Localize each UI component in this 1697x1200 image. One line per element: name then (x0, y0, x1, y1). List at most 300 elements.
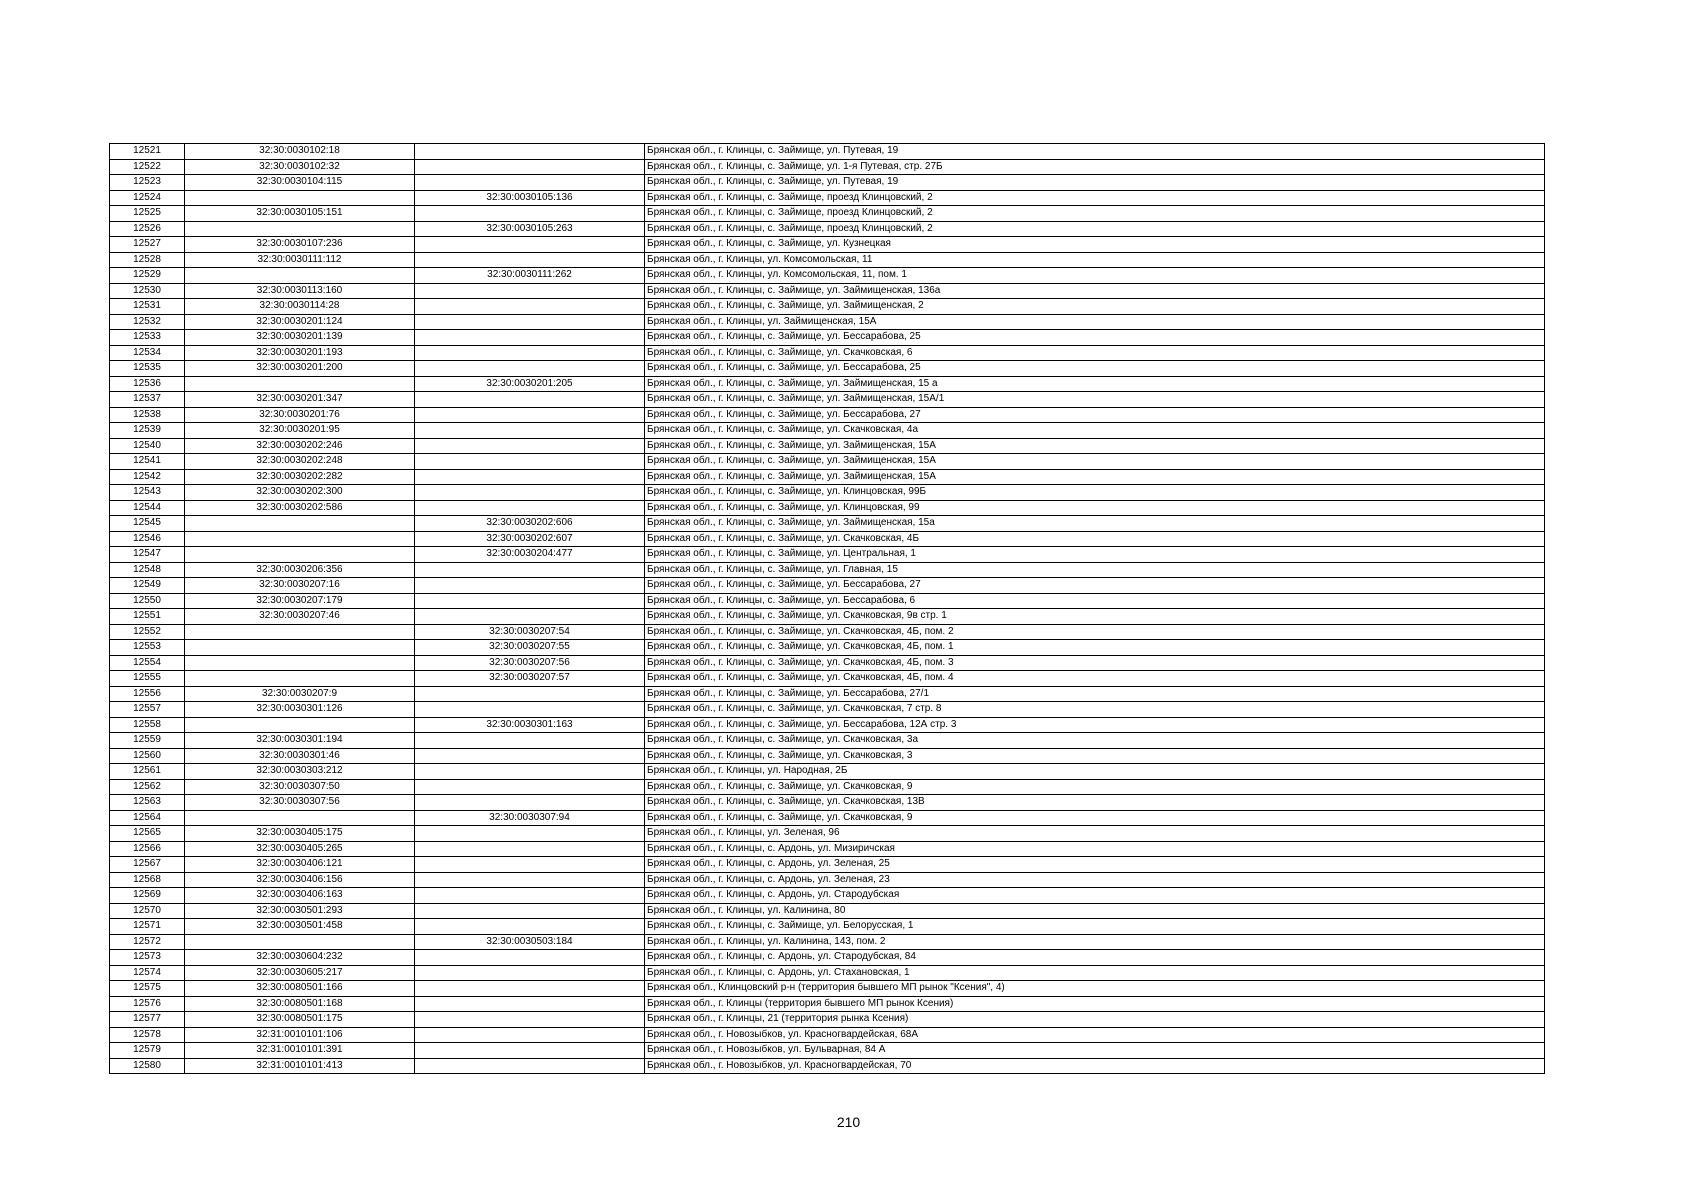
cadastral-number-cell: 32:31:0010101:391 (185, 1043, 415, 1059)
address-cell: Брянская обл., г. Клинцы, ул. Займищенская, 15А (645, 314, 1545, 330)
cadastral-number-cell: 32:30:0030201:76 (185, 407, 415, 423)
cadastral-number-secondary-cell (415, 206, 645, 222)
address-cell: Брянская обл., г. Клинцы, с. Займище, ул. Скачковская, 4Б, пом. 4 (645, 671, 1545, 687)
address-cell: Брянская обл., г. Клинцы, с. Займище, ул. Скачковская, 3а (645, 733, 1545, 749)
cadastral-number-cell (185, 717, 415, 733)
address-cell: Брянская обл., г. Клинцы, с. Займище, ул. Скачковская, 9 (645, 779, 1545, 795)
address-cell: Брянская обл., г. Клинцы, с. Займище, ул. Путевая, 19 (645, 144, 1545, 160)
row-number-cell: 12569 (110, 888, 185, 904)
address-cell: Брянская обл., г. Клинцы, ул. Комсомольская, 11 (645, 252, 1545, 268)
address-cell: Брянская обл., г. Клинцы, с. Займище, ул. Займищенская, 15А (645, 438, 1545, 454)
cadastral-number-cell: 32:30:0030201:200 (185, 361, 415, 377)
address-cell: Брянская обл., г. Клинцы, с. Ардонь, ул. Стародубская, 84 (645, 950, 1545, 966)
cadastral-number-cell (185, 376, 415, 392)
cadastral-number-cell (185, 268, 415, 284)
cadastral-number-secondary-cell (415, 159, 645, 175)
row-number-cell: 12521 (110, 144, 185, 160)
cadastral-number-cell: 32:30:0030405:265 (185, 841, 415, 857)
table-row (110, 206, 1545, 222)
cadastral-number-cell: 32:30:0030202:246 (185, 438, 415, 454)
cadastral-number-secondary-cell (415, 950, 645, 966)
cadastral-number-secondary-cell (415, 237, 645, 253)
address-cell: Брянская обл., г. Клинцы, ул. Калинина, 80 (645, 903, 1545, 919)
address-cell: Брянская обл., г. Клинцы, с. Займище, ул. Займищенская, 2 (645, 299, 1545, 315)
address-cell: Брянская обл., г. Клинцы (территория бывшего МП рынок Ксения) (645, 996, 1545, 1012)
address-cell: Брянская обл., г. Клинцы, с. Займище, ул. Бессарабова, 25 (645, 361, 1545, 377)
table-row (110, 1043, 1545, 1059)
table-row (110, 175, 1545, 191)
table-row (110, 795, 1545, 811)
cadastral-number-secondary-cell (415, 438, 645, 454)
cadastral-number-cell: 32:30:0030303:212 (185, 764, 415, 780)
table-row (110, 934, 1545, 950)
cadastral-number-secondary-cell: 32:30:0030307:94 (415, 810, 645, 826)
cadastral-number-cell: 32:30:0030104:115 (185, 175, 415, 191)
table-row (110, 376, 1545, 392)
cadastral-number-secondary-cell (415, 593, 645, 609)
table-row (110, 438, 1545, 454)
cadastral-number-cell: 32:30:0030107:236 (185, 237, 415, 253)
table-row (110, 454, 1545, 470)
address-cell: Брянская обл., г. Клинцы, с. Займище, ул. Бессарабова, 27 (645, 407, 1545, 423)
table-row (110, 702, 1545, 718)
cadastral-number-cell: 32:30:0030102:18 (185, 144, 415, 160)
cadastral-number-secondary-cell (415, 485, 645, 501)
table-row (110, 221, 1545, 237)
row-number-cell: 12575 (110, 981, 185, 997)
row-number-cell: 12554 (110, 655, 185, 671)
cadastral-number-cell: 32:30:0030207:16 (185, 578, 415, 594)
cadastral-number-cell: 32:30:0030207:46 (185, 609, 415, 625)
row-number-cell: 12524 (110, 190, 185, 206)
row-number-cell: 12543 (110, 485, 185, 501)
cadastral-number-secondary-cell (415, 1012, 645, 1028)
table-row (110, 686, 1545, 702)
row-number-cell: 12535 (110, 361, 185, 377)
cadastral-number-secondary-cell (415, 826, 645, 842)
row-number-cell: 12540 (110, 438, 185, 454)
cadastral-number-cell (185, 655, 415, 671)
table-row (110, 748, 1545, 764)
row-number-cell: 12547 (110, 547, 185, 563)
cadastral-number-secondary-cell (415, 423, 645, 439)
cadastral-number-secondary-cell (415, 562, 645, 578)
address-cell: Брянская обл., г. Клинцы, с. Займище, ул. Бессарабова, 6 (645, 593, 1545, 609)
table-row (110, 144, 1545, 160)
table-row (110, 423, 1545, 439)
cadastral-number-secondary-cell (415, 283, 645, 299)
cadastral-number-cell (185, 810, 415, 826)
table-row (110, 919, 1545, 935)
table-row (110, 609, 1545, 625)
cadastral-number-cell: 32:30:0030501:293 (185, 903, 415, 919)
address-cell: Брянская обл., г. Клинцы, с. Займище, ул. Займищенская, 15А (645, 454, 1545, 470)
address-cell: Брянская обл., г. Клинцы, с. Займище, ул. Скачковская, 6 (645, 345, 1545, 361)
address-cell: Брянская обл., г. Клинцы, с. Займище, ул. Кузнецкая (645, 237, 1545, 253)
cadastral-number-secondary-cell: 32:30:0030204:477 (415, 547, 645, 563)
table-row (110, 578, 1545, 594)
row-number-cell: 12537 (110, 392, 185, 408)
cadastral-number-secondary-cell (415, 857, 645, 873)
cadastral-number-cell: 32:30:0030114:28 (185, 299, 415, 315)
row-number-cell: 12579 (110, 1043, 185, 1059)
cadastral-number-cell: 32:30:0030105:151 (185, 206, 415, 222)
cadastral-number-secondary-cell (415, 733, 645, 749)
table-row (110, 981, 1545, 997)
address-cell: Брянская обл., г. Клинцы, с. Займище, ул. Центральная, 1 (645, 547, 1545, 563)
address-cell: Брянская обл., г. Клинцы, с. Займище, ул. Бессарабова, 27/1 (645, 686, 1545, 702)
cadastral-number-secondary-cell: 32:30:0030207:56 (415, 655, 645, 671)
cadastral-number-secondary-cell (415, 175, 645, 191)
table-row (110, 888, 1545, 904)
cadastral-number-cell: 32:30:0030301:194 (185, 733, 415, 749)
table-row (110, 500, 1545, 516)
cadastral-number-secondary-cell: 32:30:0030207:57 (415, 671, 645, 687)
cadastral-number-cell: 32:31:0010101:106 (185, 1027, 415, 1043)
row-number-cell: 12556 (110, 686, 185, 702)
page-number: 210 (836, 1114, 861, 1130)
cadastral-number-cell: 32:30:0030201:95 (185, 423, 415, 439)
cadastral-number-secondary-cell (415, 903, 645, 919)
cadastral-number-cell: 32:30:0030201:193 (185, 345, 415, 361)
cadastral-number-secondary-cell (415, 500, 645, 516)
table-row (110, 159, 1545, 175)
address-cell: Брянская обл., г. Клинцы, с. Займище, ул. Скачковская, 13В (645, 795, 1545, 811)
cadastral-number-secondary-cell (415, 981, 645, 997)
row-number-cell: 12544 (110, 500, 185, 516)
cadastral-number-cell: 32:30:0080501:168 (185, 996, 415, 1012)
cadastral-number-secondary-cell (415, 299, 645, 315)
row-number-cell: 12546 (110, 531, 185, 547)
table-row (110, 531, 1545, 547)
row-number-cell: 12561 (110, 764, 185, 780)
cadastral-number-cell: 32:30:0030113:160 (185, 283, 415, 299)
cadastral-number-cell: 32:30:0030201:347 (185, 392, 415, 408)
cadastral-number-cell: 32:30:0030207:179 (185, 593, 415, 609)
row-number-cell: 12545 (110, 516, 185, 532)
row-number-cell: 12576 (110, 996, 185, 1012)
table-row (110, 485, 1545, 501)
address-cell: Брянская обл., г. Клинцы, с. Займище, ул. Скачковская, 3 (645, 748, 1545, 764)
address-cell: Брянская обл., г. Новозыбков, ул. Красногвардейская, 68А (645, 1027, 1545, 1043)
row-number-cell: 12566 (110, 841, 185, 857)
cadastral-number-secondary-cell (415, 361, 645, 377)
row-number-cell: 12541 (110, 454, 185, 470)
address-cell: Брянская обл., г. Клинцы, с. Займище, ул. Главная, 15 (645, 562, 1545, 578)
address-cell: Брянская обл., г. Клинцы, с. Займище, ул. Бессарабова, 27 (645, 578, 1545, 594)
address-cell: Брянская обл., г. Клинцы, с. Займище, ул. Скачковская, 9 (645, 810, 1545, 826)
table-row (110, 779, 1545, 795)
cadastral-number-secondary-cell: 32:30:0030111:262 (415, 268, 645, 284)
cadastral-number-cell: 32:30:0030301:126 (185, 702, 415, 718)
table-row (110, 733, 1545, 749)
cadastral-number-secondary-cell (415, 779, 645, 795)
address-cell: Брянская обл., г. Клинцы, ул. Калинина, 143, пом. 2 (645, 934, 1545, 950)
cadastral-number-cell: 32:30:0030605:217 (185, 965, 415, 981)
cadastral-number-secondary-cell (415, 872, 645, 888)
table-row (110, 314, 1545, 330)
table-row (110, 857, 1545, 873)
table-row (110, 640, 1545, 656)
table-row (110, 361, 1545, 377)
cadastral-number-secondary-cell (415, 748, 645, 764)
cadastral-number-secondary-cell (415, 1043, 645, 1059)
address-cell: Брянская обл., г. Новозыбков, ул. Красногвардейская, 70 (645, 1058, 1545, 1074)
cadastral-number-secondary-cell (415, 996, 645, 1012)
row-number-cell: 12551 (110, 609, 185, 625)
cadastral-number-cell: 32:30:0030406:121 (185, 857, 415, 873)
cadastral-number-secondary-cell: 32:30:0030201:205 (415, 376, 645, 392)
cadastral-number-secondary-cell (415, 392, 645, 408)
cadastral-number-cell (185, 640, 415, 656)
table-row (110, 764, 1545, 780)
cadastral-number-cell (185, 516, 415, 532)
row-number-cell: 12528 (110, 252, 185, 268)
cadastral-number-cell: 32:30:0030202:586 (185, 500, 415, 516)
table-row (110, 469, 1545, 485)
cadastral-number-cell (185, 221, 415, 237)
table-row (110, 1012, 1545, 1028)
table-row (110, 903, 1545, 919)
cadastral-number-cell: 32:30:0030207:9 (185, 686, 415, 702)
table-row (110, 950, 1545, 966)
cadastral-number-cell: 32:30:0030307:56 (185, 795, 415, 811)
row-number-cell: 12560 (110, 748, 185, 764)
address-cell: Брянская обл., г. Клинцы, 21 (территория рынка Ксения) (645, 1012, 1545, 1028)
row-number-cell: 12526 (110, 221, 185, 237)
row-number-cell: 12574 (110, 965, 185, 981)
cadastral-number-secondary-cell (415, 454, 645, 470)
table-row (110, 1058, 1545, 1074)
address-cell: Брянская обл., г. Клинцы, с. Займище, ул. Скачковская, 4Б, пом. 3 (645, 655, 1545, 671)
cadastral-number-cell: 32:30:0030301:46 (185, 748, 415, 764)
row-number-cell: 12531 (110, 299, 185, 315)
address-cell: Брянская обл., г. Клинцы, с. Ардонь, ул. Зеленая, 25 (645, 857, 1545, 873)
cadastral-number-cell (185, 671, 415, 687)
address-cell: Брянская обл., г. Клинцы, с. Ардонь, ул. Стахановская, 1 (645, 965, 1545, 981)
table-row (110, 593, 1545, 609)
table-row (110, 547, 1545, 563)
row-number-cell: 12564 (110, 810, 185, 826)
address-cell: Брянская обл., г. Клинцы, с. Займище, проезд Клинцовский, 2 (645, 221, 1545, 237)
cadastral-number-cell (185, 624, 415, 640)
table-row (110, 1027, 1545, 1043)
address-cell: Брянская обл., г. Клинцы, с. Займище, ул. Скачковская, 7 стр. 8 (645, 702, 1545, 718)
row-number-cell: 12578 (110, 1027, 185, 1043)
table-row (110, 392, 1545, 408)
row-number-cell: 12527 (110, 237, 185, 253)
cadastral-number-cell: 32:30:0030206:356 (185, 562, 415, 578)
registry-table (109, 143, 1545, 1074)
cadastral-number-cell (185, 934, 415, 950)
address-cell: Брянская обл., г. Клинцы, с. Займище, ул. Займищенская, 15А/1 (645, 392, 1545, 408)
address-cell: Брянская обл., г. Клинцы, с. Займище, ул. Скачковская, 4а (645, 423, 1545, 439)
address-cell: Брянская обл., г. Клинцы, с. Займище, ул. Клинцовская, 99 (645, 500, 1545, 516)
cadastral-number-secondary-cell: 32:30:0030207:55 (415, 640, 645, 656)
address-cell: Брянская обл., г. Клинцы, с. Займище, ул. Скачковская, 9в стр. 1 (645, 609, 1545, 625)
row-number-cell: 12553 (110, 640, 185, 656)
row-number-cell: 12568 (110, 872, 185, 888)
cadastral-number-secondary-cell: 32:30:0030105:263 (415, 221, 645, 237)
address-cell: Брянская обл., г. Новозыбков, ул. Бульварная, 84 А (645, 1043, 1545, 1059)
row-number-cell: 12529 (110, 268, 185, 284)
cadastral-number-cell: 32:30:0080501:166 (185, 981, 415, 997)
table-row (110, 516, 1545, 532)
row-number-cell: 12523 (110, 175, 185, 191)
row-number-cell: 12572 (110, 934, 185, 950)
cadastral-number-secondary-cell (415, 345, 645, 361)
cadastral-number-cell (185, 190, 415, 206)
table-row (110, 841, 1545, 857)
address-cell: Брянская обл., г. Клинцы, с. Займище, проезд Клинцовский, 2 (645, 206, 1545, 222)
row-number-cell: 12550 (110, 593, 185, 609)
table-row (110, 965, 1545, 981)
table-row (110, 562, 1545, 578)
cadastral-number-secondary-cell (415, 965, 645, 981)
cadastral-number-secondary-cell (415, 702, 645, 718)
address-cell: Брянская обл., г. Клинцы, с. Займище, ул. Займищенская, 136а (645, 283, 1545, 299)
cadastral-number-cell: 32:30:0030111:112 (185, 252, 415, 268)
address-cell: Брянская обл., г. Клинцы, ул. Комсомольская, 11, пом. 1 (645, 268, 1545, 284)
cadastral-number-cell: 32:31:0010101:413 (185, 1058, 415, 1074)
cadastral-number-cell: 32:30:0030501:458 (185, 919, 415, 935)
cadastral-number-cell: 32:30:0030202:248 (185, 454, 415, 470)
row-number-cell: 12577 (110, 1012, 185, 1028)
address-cell: Брянская обл., г. Клинцы, с. Займище, ул. Путевая, 19 (645, 175, 1545, 191)
cadastral-number-secondary-cell: 32:30:0030503:184 (415, 934, 645, 950)
address-cell: Брянская обл., г. Клинцы, с. Займище, ул. Клинцовская, 99Б (645, 485, 1545, 501)
row-number-cell: 12558 (110, 717, 185, 733)
table-row (110, 872, 1545, 888)
table-row (110, 299, 1545, 315)
address-cell: Брянская обл., г. Клинцы, с. Займище, ул. Бессарабова, 25 (645, 330, 1545, 346)
row-number-cell: 12565 (110, 826, 185, 842)
cadastral-number-secondary-cell (415, 686, 645, 702)
row-number-cell: 12542 (110, 469, 185, 485)
row-number-cell: 12571 (110, 919, 185, 935)
cadastral-number-cell (185, 547, 415, 563)
address-cell: Брянская обл., г. Клинцы, с. Займище, ул. Бессарабова, 12А стр. 3 (645, 717, 1545, 733)
row-number-cell: 12567 (110, 857, 185, 873)
address-cell: Брянская обл., г. Клинцы, с. Займище, ул. Скачковская, 4Б, пом. 2 (645, 624, 1545, 640)
cadastral-number-secondary-cell: 32:30:0030202:607 (415, 531, 645, 547)
row-number-cell: 12536 (110, 376, 185, 392)
address-cell: Брянская обл., г. Клинцы, с. Займище, ул. Займищенская, 15А (645, 469, 1545, 485)
cadastral-number-secondary-cell (415, 764, 645, 780)
row-number-cell: 12552 (110, 624, 185, 640)
cadastral-number-cell: 32:30:0030202:282 (185, 469, 415, 485)
cadastral-number-secondary-cell (415, 1058, 645, 1074)
row-number-cell: 12534 (110, 345, 185, 361)
table-row (110, 624, 1545, 640)
row-number-cell: 12549 (110, 578, 185, 594)
cadastral-number-secondary-cell (415, 252, 645, 268)
table-row (110, 671, 1545, 687)
cadastral-number-cell: 32:30:0030406:163 (185, 888, 415, 904)
table-row (110, 810, 1545, 826)
cadastral-number-secondary-cell (415, 795, 645, 811)
row-number-cell: 12562 (110, 779, 185, 795)
cadastral-number-secondary-cell: 32:30:0030207:54 (415, 624, 645, 640)
address-cell: Брянская обл., г. Клинцы, с. Ардонь, ул. Стародубская (645, 888, 1545, 904)
row-number-cell: 12530 (110, 283, 185, 299)
address-cell: Брянская обл., г. Клинцы, с. Займище, ул. Займищенская, 15 а (645, 376, 1545, 392)
row-number-cell: 12563 (110, 795, 185, 811)
table-row (110, 190, 1545, 206)
table-row (110, 252, 1545, 268)
address-cell: Брянская обл., г. Клинцы, ул. Зеленая, 96 (645, 826, 1545, 842)
address-cell: Брянская обл., г. Клинцы, ул. Народная, 2Б (645, 764, 1545, 780)
address-cell: Брянская обл., Клинцовский р-н (территория бывшего МП рынок "Ксения", 4) (645, 981, 1545, 997)
row-number-cell: 12522 (110, 159, 185, 175)
cadastral-number-cell: 32:30:0030201:139 (185, 330, 415, 346)
table-row (110, 407, 1545, 423)
cadastral-number-cell: 32:30:0080501:175 (185, 1012, 415, 1028)
cadastral-number-secondary-cell (415, 919, 645, 935)
cadastral-number-cell: 32:30:0030604:232 (185, 950, 415, 966)
table-row (110, 996, 1545, 1012)
row-number-cell: 12532 (110, 314, 185, 330)
row-number-cell: 12538 (110, 407, 185, 423)
address-cell: Брянская обл., г. Клинцы, с. Займище, ул. Скачковская, 4Б, пом. 1 (645, 640, 1545, 656)
address-cell: Брянская обл., г. Клинцы, с. Займище, ул. Займищенская, 15а (645, 516, 1545, 532)
cadastral-number-secondary-cell (415, 330, 645, 346)
address-cell: Брянская обл., г. Клинцы, с. Займище, ул. Белорусская, 1 (645, 919, 1545, 935)
table-body (110, 144, 1545, 1074)
cadastral-number-cell: 32:30:0030102:32 (185, 159, 415, 175)
row-number-cell: 12548 (110, 562, 185, 578)
address-cell: Брянская обл., г. Клинцы, с. Займище, ул. Скачковская, 4Б (645, 531, 1545, 547)
table-row (110, 283, 1545, 299)
cadastral-number-secondary-cell (415, 407, 645, 423)
row-number-cell: 12573 (110, 950, 185, 966)
address-cell: Брянская обл., г. Клинцы, с. Займище, ул. 1-я Путевая, стр. 27Б (645, 159, 1545, 175)
cadastral-number-cell: 32:30:0030202:300 (185, 485, 415, 501)
cadastral-number-secondary-cell (415, 469, 645, 485)
table-row (110, 330, 1545, 346)
row-number-cell: 12533 (110, 330, 185, 346)
cadastral-number-secondary-cell: 32:30:0030202:606 (415, 516, 645, 532)
row-number-cell: 12555 (110, 671, 185, 687)
row-number-cell: 12580 (110, 1058, 185, 1074)
cadastral-number-cell: 32:30:0030307:50 (185, 779, 415, 795)
cadastral-number-secondary-cell (415, 578, 645, 594)
row-number-cell: 12525 (110, 206, 185, 222)
cadastral-number-secondary-cell (415, 609, 645, 625)
table-row (110, 345, 1545, 361)
cadastral-number-secondary-cell: 32:30:0030301:163 (415, 717, 645, 733)
row-number-cell: 12559 (110, 733, 185, 749)
cadastral-number-cell: 32:30:0030406:156 (185, 872, 415, 888)
row-number-cell: 12539 (110, 423, 185, 439)
table-row (110, 268, 1545, 284)
cadastral-number-secondary-cell: 32:30:0030105:136 (415, 190, 645, 206)
address-cell: Брянская обл., г. Клинцы, с. Ардонь, ул. Мизиричская (645, 841, 1545, 857)
cadastral-number-secondary-cell (415, 144, 645, 160)
table-row (110, 655, 1545, 671)
table-row (110, 717, 1545, 733)
row-number-cell: 12570 (110, 903, 185, 919)
cadastral-number-secondary-cell (415, 314, 645, 330)
cadastral-number-cell (185, 531, 415, 547)
cadastral-number-secondary-cell (415, 888, 645, 904)
address-cell: Брянская обл., г. Клинцы, с. Ардонь, ул. Зеленая, 23 (645, 872, 1545, 888)
table-row (110, 826, 1545, 842)
address-cell: Брянская обл., г. Клинцы, с. Займище, проезд Клинцовский, 2 (645, 190, 1545, 206)
row-number-cell: 12557 (110, 702, 185, 718)
cadastral-number-cell: 32:30:0030201:124 (185, 314, 415, 330)
cadastral-number-secondary-cell (415, 1027, 645, 1043)
